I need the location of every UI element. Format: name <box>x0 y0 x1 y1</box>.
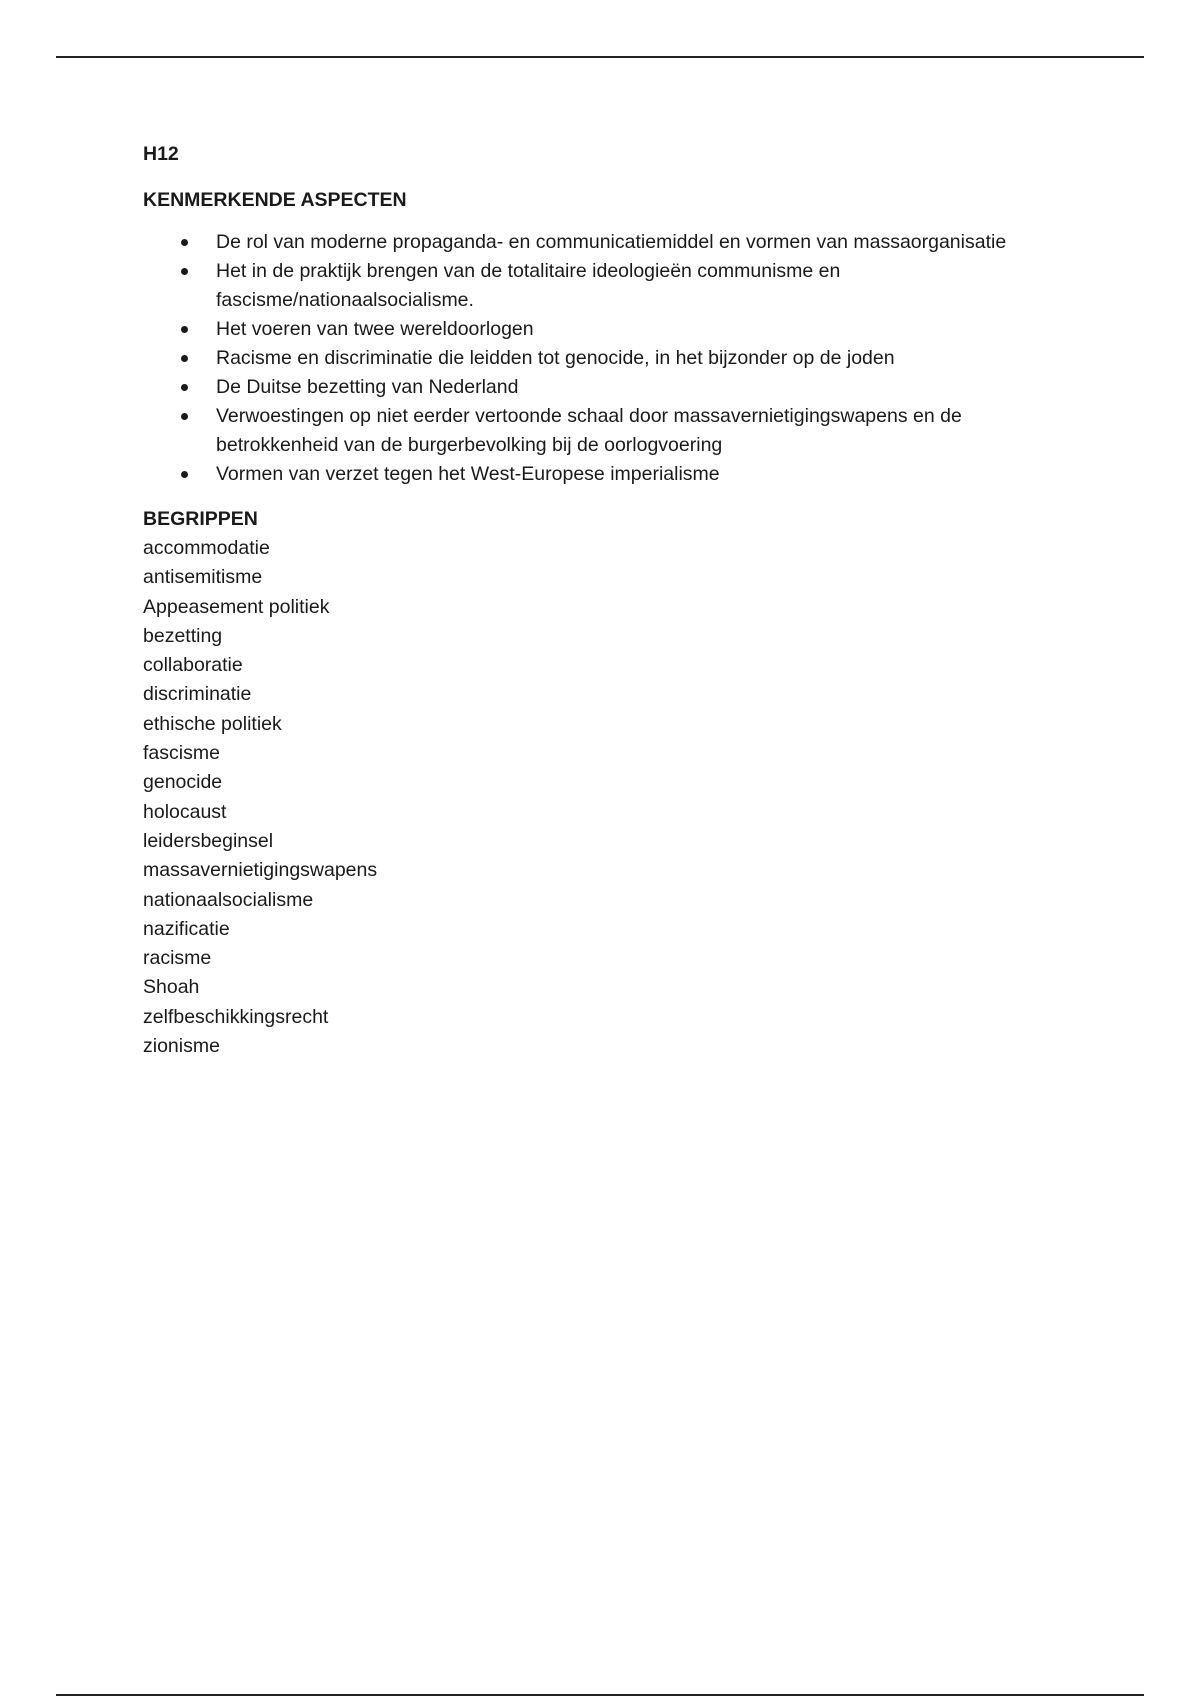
term-item: discriminatie <box>143 683 252 706</box>
term-item: nationaalsocialisme <box>143 888 314 911</box>
term-item: collaboratie <box>143 654 243 677</box>
footer-rule <box>56 1694 1144 1696</box>
bullet-icon <box>181 355 188 362</box>
term-item: bezetting <box>143 624 223 647</box>
list-item <box>143 315 1083 344</box>
term-item: racisme <box>143 947 212 970</box>
bullet-icon <box>181 471 188 478</box>
term-item: ethische politiek <box>143 712 282 735</box>
term-item: leidersbeginsel <box>143 829 274 852</box>
term-item: fascisme <box>143 742 220 765</box>
bullet-icon <box>181 413 188 420</box>
aspects-heading: KENMERKENDE ASPECTEN <box>143 189 407 211</box>
list-item <box>143 228 1083 257</box>
bullet-icon <box>181 268 188 275</box>
aspect-text: Het in de praktijk brengen van de totalitaire ideologieën communisme en fascisme/nationaalsocialisme. <box>216 260 841 311</box>
aspect-text: Het voeren van twee wereldoorlogen <box>216 318 534 340</box>
term-item: massavernietigingswapens <box>143 859 378 882</box>
terms-list <box>143 534 1083 1061</box>
list-item <box>143 460 1083 489</box>
header-rule <box>56 56 1144 58</box>
list-item <box>143 402 1083 460</box>
aspect-text: De Duitse bezetting van Nederland <box>216 376 519 398</box>
term-item: Appeasement politiek <box>143 595 330 618</box>
term-item: holocaust <box>143 800 227 823</box>
aspects-list <box>143 228 1083 489</box>
terms-heading: BEGRIPPEN <box>143 508 258 530</box>
term-item: accommodatie <box>143 537 270 559</box>
bullet-icon <box>181 384 188 391</box>
aspect-text: Verwoestingen op niet eerder vertoonde schaal door massavernietigingswapens en de betrokkenheid van de burgerbevolking bij de oorlogvoering <box>216 405 962 456</box>
term-item: zelfbeschikkingsrecht <box>143 1005 329 1028</box>
list-item <box>143 373 1083 402</box>
page-content <box>143 140 1083 1061</box>
list-item <box>143 257 1083 315</box>
term-item: zionisme <box>143 1035 220 1058</box>
aspect-text: Racisme en discriminatie die leidden tot genocide, in het bijzonder op de joden <box>216 347 895 369</box>
bullet-icon <box>181 239 188 246</box>
list-item <box>143 344 1083 373</box>
chapter-heading: H12 <box>143 143 179 165</box>
aspect-text: De rol van moderne propaganda- en communicatiemiddel en vormen van massaorganisatie <box>216 231 1007 253</box>
aspect-text: Vormen van verzet tegen het West-Europese imperialisme <box>216 463 720 485</box>
term-item: nazificatie <box>143 917 230 940</box>
term-item: genocide <box>143 771 223 794</box>
term-item: Shoah <box>143 976 200 999</box>
term-item: antisemitisme <box>143 566 263 589</box>
bullet-icon <box>181 326 188 333</box>
